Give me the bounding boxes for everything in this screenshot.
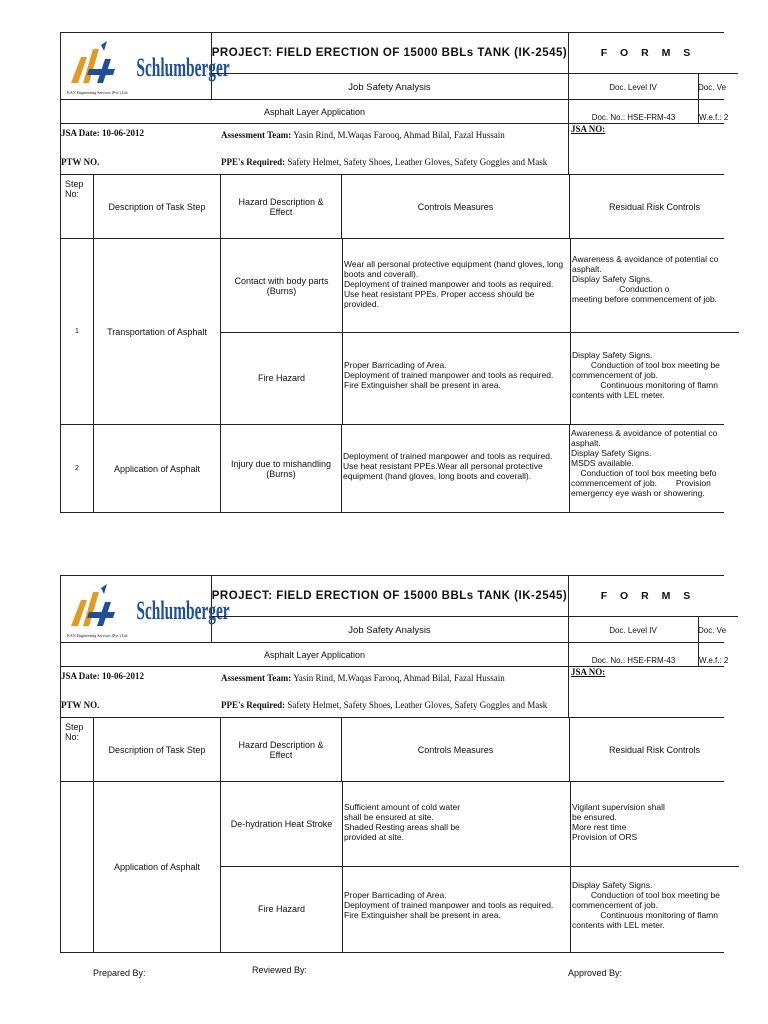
ppe-required (221, 700, 547, 710)
approved-by-label: Approved By: (568, 968, 623, 978)
column-header-row (60, 718, 724, 782)
hazard-text: Fire Hazard (257, 904, 305, 914)
step-number: 1 (75, 328, 79, 335)
kan-logo-icon (67, 39, 117, 89)
table-row (60, 425, 724, 513)
assessment-team (221, 673, 505, 683)
hazard-row (221, 332, 739, 424)
ppe-value: Safety Helmet, Safety Shoes, Leather Gloves, Safety Goggles and Mask (287, 700, 548, 710)
info-block (60, 667, 724, 718)
col-residual: Residual Risk Controls (569, 718, 739, 781)
hazard-row (221, 866, 739, 952)
col-task: Description of Task Step (93, 175, 220, 238)
jsa-form-page-2 (60, 575, 729, 953)
doc-level: Doc. Level IV (568, 616, 699, 643)
hazard-group (220, 782, 739, 952)
controls-text: Sufficient amount of cold water shall be ensured at site. Shaded Resting areas shall be provided at site. (342, 782, 570, 866)
slb-logo-text: Schlumberger (136, 595, 230, 625)
hazard-text: Injury due to mishandling (Burns) (220, 425, 341, 512)
team-label: Assessment Team: (221, 673, 292, 683)
col-task: Description of Task Step (93, 718, 220, 781)
jsa-date-label: JSA Date: (61, 128, 100, 138)
jsa-date-value: 10-06-2012 (102, 671, 144, 681)
residual-text: Display Safety Signs. Conduction of tool box meeting be commencement of job. Continuous monitoring of flamn contents with LEL meter. (570, 866, 740, 952)
doc-version: Doc. Ve (698, 616, 738, 643)
residual-text: Display Safety Signs. Conduction of tool box meeting be commencement of job. Continuous monitoring of flamn contents with LEL meter. (570, 332, 740, 424)
controls-text: Wear all personal protective equipment (hand gloves, long boots and coverall). Deployment of trained manpower and tools as required. Use heat resistant PPEs. Proper access should be provided. (342, 239, 570, 332)
col-residual: Residual Risk Controls (569, 175, 739, 238)
jsa-date (61, 671, 144, 681)
hazard-row (221, 239, 739, 333)
activity-name: Asphalt Layer Application (263, 106, 366, 117)
step-number: 2 (75, 465, 79, 472)
info-block (60, 124, 724, 175)
jsa-no-cell (568, 667, 605, 717)
col-hazard: Hazard Description & Effect (220, 718, 341, 781)
assessment-team (221, 130, 505, 140)
activity-row (60, 643, 729, 667)
doc-level: Doc. Level IV (568, 73, 699, 100)
hazard-text: Fire Hazard (257, 373, 305, 383)
table-row (60, 782, 724, 953)
task-description: Application of Asphalt (93, 425, 220, 512)
residual-text: Awareness & avoidance of potential co asphalt. Display Safety Signs. Conduction o meeting before commencement of job. (570, 239, 740, 332)
col-step: Step No: (65, 179, 84, 199)
col-controls: Controls Measures (341, 718, 569, 781)
jsa-no-cell (568, 124, 605, 174)
jsa-date-value: 10-06-2012 (102, 128, 144, 138)
doc-number: Doc. No.: HSE-FRM-43 (568, 100, 698, 123)
prepared-by-label: Prepared By: (93, 968, 146, 978)
controls-text: Proper Barricading of Area. Deployment of trained manpower and tools as required. Fire Extinguisher shall be present in area. (342, 332, 570, 424)
wef-date: W.e.f.: 2 (698, 100, 738, 123)
hazard-text: De-hydration Heat Stroke (230, 819, 333, 829)
jsa-form-page-1 (60, 32, 729, 513)
kan-caption: KAN Engineering Services (Pvt.) Ltd. (67, 90, 129, 95)
residual-text: Vigilant supervision shall be ensured. More rest time Provision of ORS (570, 782, 740, 866)
col-step: Step No: (65, 722, 84, 742)
team-label: Assessment Team: (221, 130, 292, 140)
forms-label: F O R M S (600, 590, 696, 602)
ptw-label: PTW NO. (61, 157, 100, 167)
doc-number: Doc. No.: HSE-FRM-43 (568, 643, 698, 666)
logo-area (61, 576, 230, 642)
jsa-no-label: JSA NO: (571, 667, 606, 677)
activity-name: Asphalt Layer Application (263, 649, 366, 660)
forms-label: F O R M S (600, 47, 696, 59)
controls-text: Proper Barricading of Area. Deployment of trained manpower and tools as required. Fire Extinguisher shall be present in area. (342, 866, 570, 952)
jsa-title: Job Safety Analysis (211, 616, 569, 643)
jsa-date (61, 128, 144, 138)
col-hazard: Hazard Description & Effect (220, 175, 341, 238)
jsa-date-label: JSA Date: (61, 671, 100, 681)
hazard-text: Contact with body parts (Burns) (234, 275, 329, 296)
col-controls: Controls Measures (341, 175, 569, 238)
wef-date: W.e.f.: 2 (698, 643, 738, 666)
reviewed-by-label: Reviewed By: (252, 965, 308, 975)
team-value: Yasin Rind, M.Waqas Farooq, Ahmad Bilal, Fazal Hussain (293, 130, 505, 140)
ptw-label: PTW NO. (61, 700, 100, 710)
ppe-required (221, 157, 547, 167)
column-header-row (60, 175, 724, 239)
ppe-value: Safety Helmet, Safety Shoes, Leather Gloves, Safety Goggles and Mask (287, 157, 548, 167)
kan-logo-icon (67, 582, 117, 632)
hazard-row (221, 782, 739, 867)
schlumberger-logo-icon (135, 47, 230, 87)
task-description: Transportation of Asphalt (93, 239, 220, 424)
ppe-label: PPE's Required: (221, 157, 286, 167)
form-header (60, 575, 727, 643)
logo-area (61, 33, 230, 99)
doc-version: Doc. Ve (698, 73, 738, 100)
residual-text: Awareness & avoidance of potential co asphalt. Display Safety Signs. MSDS available. Conduction of tool box meeting befo commencement of job. Provision emergency eye wash or showering. (569, 425, 739, 512)
hazard-group (220, 239, 739, 424)
slb-logo-text: Schlumberger (136, 52, 230, 82)
team-value: Yasin Rind, M.Waqas Farooq, Ahmad Bilal, Fazal Hussain (293, 673, 505, 683)
jsa-title: Job Safety Analysis (211, 73, 569, 100)
kan-caption: KAN Engineering Services (Pvt.) Ltd. (67, 633, 129, 638)
schlumberger-logo-icon (135, 590, 230, 630)
table-row (60, 239, 724, 425)
form-header (60, 32, 727, 100)
task-description: Application of Asphalt (93, 782, 220, 952)
jsa-no-label: JSA NO: (571, 124, 606, 134)
activity-row (60, 100, 729, 124)
project-title: PROJECT: FIELD ERECTION OF 15000 BBLs TANK (IK-2545) (211, 33, 569, 73)
step-number (61, 782, 93, 952)
ppe-label: PPE's Required: (221, 700, 286, 710)
project-title: PROJECT: FIELD ERECTION OF 15000 BBLs TANK (IK-2545) (211, 576, 569, 616)
controls-text: Deployment of trained manpower and tools as required. Use heat resistant PPEs.Wear all personal protective equipment (hand gloves, long boots and coverall). (341, 425, 569, 512)
